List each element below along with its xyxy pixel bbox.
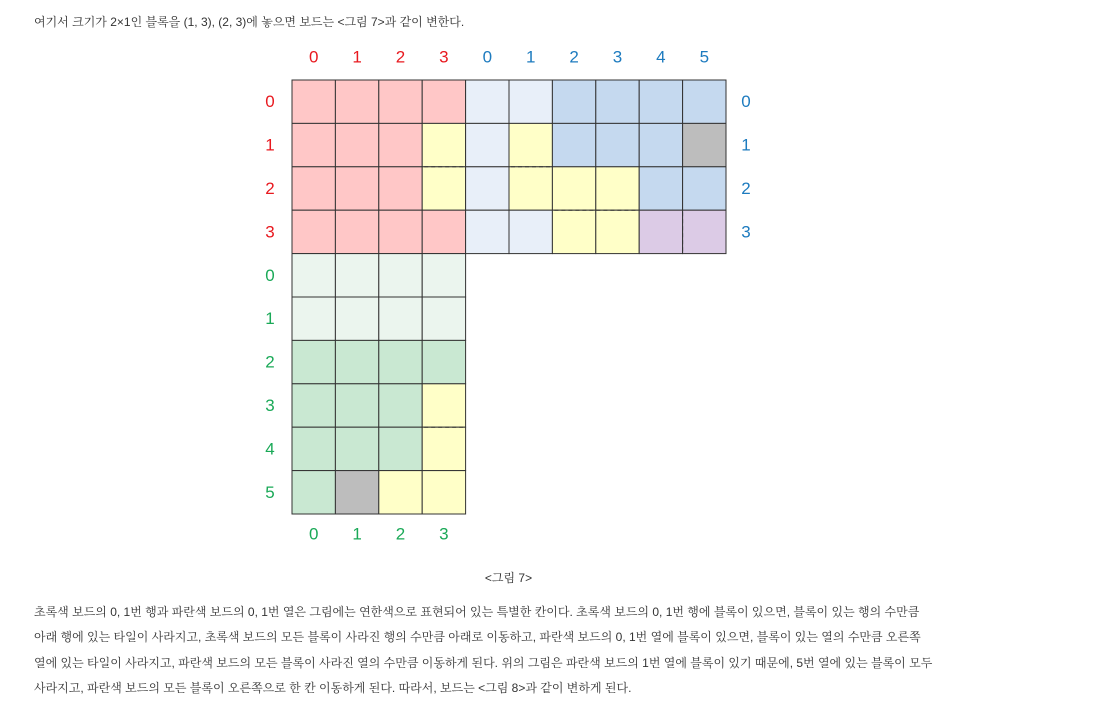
- blue-col-label: 5: [699, 47, 710, 67]
- blue-row-label: 2: [741, 179, 751, 198]
- green-board-cell: [379, 427, 422, 470]
- green-col-label: 1: [352, 524, 362, 544]
- green-board-cell: [422, 297, 465, 340]
- green-row-label: 3: [265, 396, 275, 415]
- blue-row-label: 1: [741, 135, 751, 155]
- green-board-cell: [335, 427, 378, 470]
- red-board-cell: [422, 167, 465, 210]
- body-line: 초록색 보드의 0, 1번 행과 파란색 보드의 0, 1번 열은 그림에는 연한색으로 표현되어 있는 특별한 칸이다. 초록색 보드의 0, 1번 행에 블록이 있으면, 블록이 있는 행의 수만큼: [34, 605, 920, 619]
- green-board-cell: [379, 471, 422, 514]
- green-board-cell: [422, 254, 465, 297]
- green-col-label: 2: [395, 524, 406, 544]
- blue-board-cell: [639, 167, 682, 210]
- blue-col-label: 4: [656, 47, 666, 67]
- green-board-cell: [292, 340, 335, 383]
- red-board-cell: [379, 123, 422, 166]
- red-board-cell: [335, 167, 378, 210]
- blue-col-label: 2: [569, 47, 579, 67]
- red-col-label: 2: [395, 47, 406, 67]
- green-row-label: 5: [265, 482, 275, 502]
- red-row-label: 0: [265, 92, 275, 112]
- blue-board-cell: [466, 123, 509, 166]
- blue-board-cell: [639, 210, 682, 253]
- green-board-cell: [422, 384, 465, 427]
- blue-board-cell: [509, 167, 552, 210]
- green-board-cell: [379, 254, 422, 297]
- red-row-label: 3: [265, 222, 275, 242]
- blue-board-cell: [596, 210, 639, 253]
- body-paragraph: [34, 600, 932, 702]
- red-col-label: 0: [308, 47, 319, 67]
- blue-board-cell: [466, 80, 509, 123]
- blue-row-label: 0: [741, 92, 751, 112]
- blue-board-cell: [509, 80, 552, 123]
- red-board-cell: [292, 123, 335, 166]
- red-board-cell: [335, 80, 378, 123]
- blue-board-cell: [596, 123, 639, 166]
- blue-board-cell: [683, 210, 726, 253]
- figure-caption: <그림 7>: [484, 571, 533, 585]
- red-row-label: 1: [265, 135, 275, 155]
- blue-board-cell: [683, 80, 726, 123]
- green-board-cell: [335, 254, 378, 297]
- blue-col-label: 0: [482, 47, 493, 67]
- green-board-cell: [335, 340, 378, 383]
- green-board-cell: [422, 427, 465, 470]
- blue-board-cell: [466, 167, 509, 210]
- blue-col-label: 3: [612, 47, 623, 67]
- blue-board-cell: [466, 210, 509, 253]
- intro-text: 여기서 크기가 2×1인 블록을 (1, 3), (2, 3)에 놓으면 보드는 <그림 7>과 같이 변한다.: [34, 15, 465, 29]
- green-board-cell: [379, 340, 422, 383]
- green-board-cell: [335, 384, 378, 427]
- green-board-cell: [335, 297, 378, 340]
- blue-board-cell: [552, 210, 595, 253]
- green-board-cell: [292, 427, 335, 470]
- blue-col-label: 1: [525, 47, 536, 67]
- green-board-cell: [379, 384, 422, 427]
- green-col-label: 0: [308, 524, 319, 544]
- blue-board-cell: [552, 123, 595, 166]
- green-board-cell: [292, 471, 335, 514]
- red-board-cell: [292, 167, 335, 210]
- red-board-cell: [422, 123, 465, 166]
- red-board-cell: [379, 210, 422, 253]
- red-board-cell: [292, 80, 335, 123]
- green-board-cell: [292, 297, 335, 340]
- green-board-cell: [292, 254, 335, 297]
- blue-board-cell: [509, 210, 552, 253]
- blue-board-cell: [596, 80, 639, 123]
- green-row-label: 0: [265, 265, 275, 285]
- blue-board-cell: [683, 167, 726, 210]
- board-cells: [292, 80, 726, 514]
- red-col-label: 3: [439, 47, 449, 67]
- red-row-label: 2: [265, 179, 275, 198]
- blue-row-label: 3: [741, 222, 751, 242]
- body-line: 사라지고, 파란색 보드의 모든 블록이 오른쪽으로 한 칸 이동하게 된다. 따라서, 보드는 <그림 8>과 같이 변하게 된다.: [34, 681, 632, 696]
- blue-board-cell: [552, 80, 595, 123]
- blue-board-cell: [639, 80, 682, 123]
- red-board-cell: [292, 210, 335, 253]
- red-board-cell: [335, 123, 378, 166]
- green-board-cell: [379, 297, 422, 340]
- blue-board-cell: [509, 123, 552, 166]
- green-board-cell: [422, 471, 465, 514]
- green-board-cell: [422, 340, 465, 383]
- red-board-cell: [422, 210, 465, 253]
- red-col-label: 1: [352, 47, 362, 67]
- green-board-cell: [335, 471, 378, 514]
- green-row-label: 2: [265, 352, 275, 372]
- green-row-label: 1: [265, 309, 275, 329]
- blue-board-cell: [683, 123, 726, 166]
- blue-board-cell: [596, 167, 639, 210]
- red-board-cell: [379, 80, 422, 123]
- red-board-cell: [379, 167, 422, 210]
- body-line: 열에 있는 타일이 사라지고, 파란색 보드의 모든 블록이 사라진 열의 수만큼 이동하게 된다. 위의 그림은 파란색 보드의 1번 열에 블록이 있기 때문에, 5번 열에 있는 블록이 모두: [34, 655, 933, 670]
- blue-board-cell: [639, 123, 682, 166]
- green-row-label: 4: [265, 439, 275, 459]
- body-line: 아래 행에 있는 타일이 사라지고, 초록색 보드의 모든 블록이 사라진 행의 수만큼 아래로 이동하고, 파란색 보드의 0, 1번 열에 블록이 있으면, 블록이 있는 열의 수만큼 오른쪽: [34, 630, 921, 645]
- red-board-cell: [422, 80, 465, 123]
- blue-board-cell: [552, 167, 595, 210]
- red-board-cell: [335, 210, 378, 253]
- green-board-cell: [292, 384, 335, 427]
- green-col-label: 3: [439, 524, 449, 544]
